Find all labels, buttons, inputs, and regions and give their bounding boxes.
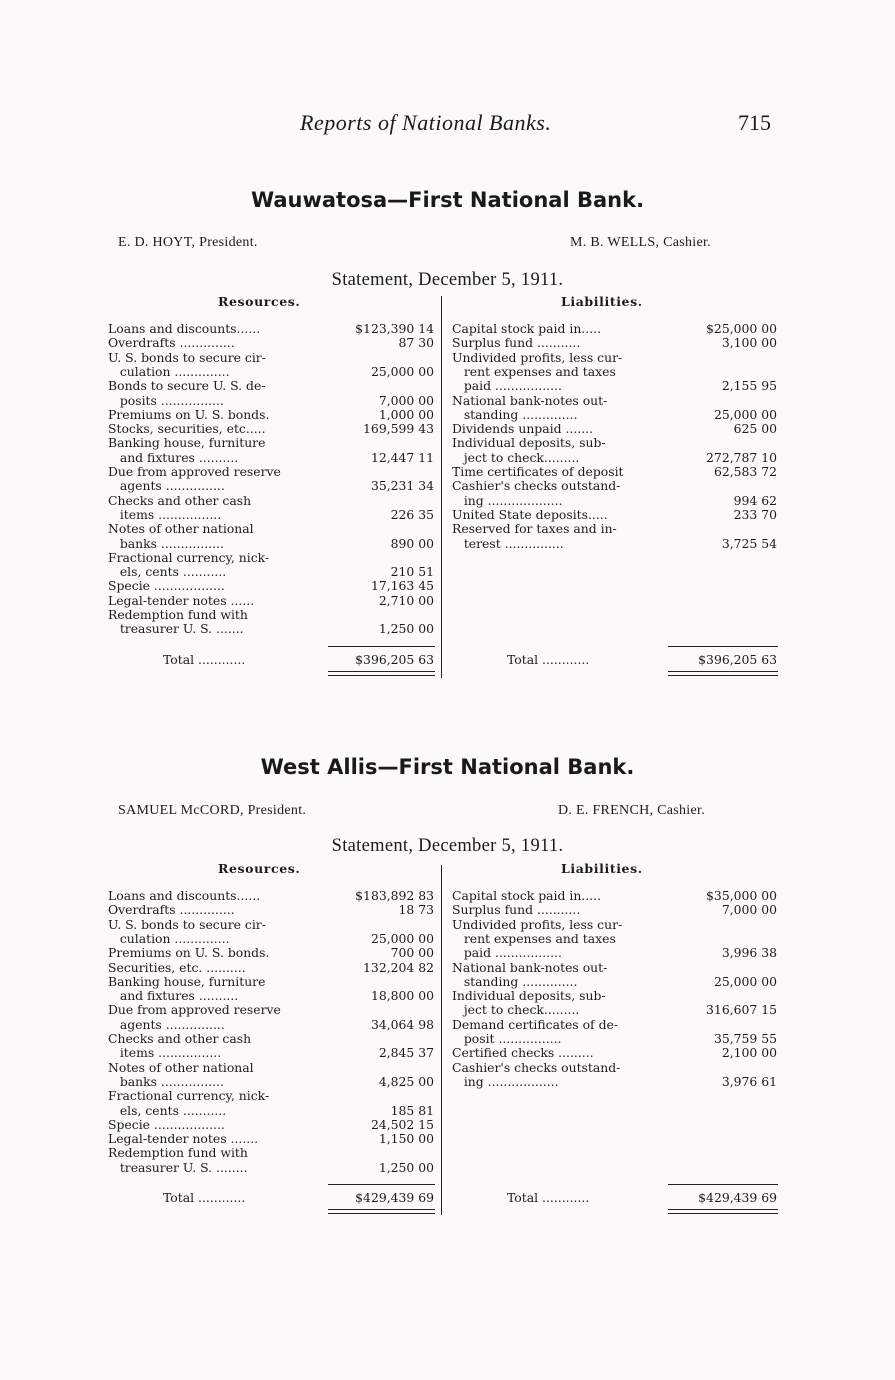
ledger-label: Premiums on U. S. bonds. (108, 406, 270, 422)
resources-total-label: Total ............ (163, 652, 246, 667)
ledger-label: Overdrafts .............. (108, 902, 235, 918)
ledger-label: standing .............. (452, 973, 578, 989)
ledger-label: banks ................ (108, 1073, 224, 1089)
running-header: Reports of National Banks. (300, 110, 552, 135)
ledger-label: agents ............... (108, 478, 225, 494)
subtotal-rule (668, 646, 778, 647)
liabilities-heading: Liabilities. (561, 294, 643, 309)
ledger-value: 3,996 38 (721, 945, 777, 961)
page-number: 715 (738, 110, 771, 135)
ledger-value: 2,155 95 (721, 378, 777, 394)
resources-total: $429,439 69 (355, 1190, 434, 1205)
ledger-value: 7,000 00 (378, 392, 434, 408)
ledger-value: 210 51 (390, 564, 434, 580)
ledger-value: 3,976 61 (721, 1073, 777, 1089)
ledger-label: posits ................ (108, 392, 224, 408)
ledger-label: and fixtures .......... (108, 988, 239, 1004)
total-double-rule (328, 671, 435, 676)
subtotal-rule (328, 1184, 435, 1185)
statement-date: Statement, December 5, 1911. (331, 270, 564, 290)
ledger-value: 18 73 (398, 902, 434, 918)
total-double-rule (668, 1209, 778, 1214)
ledger-label: United State deposits..... (452, 506, 608, 522)
ledger-value: 169,599 43 (363, 421, 434, 437)
ledger-value: 185 81 (390, 1102, 434, 1118)
ledger-label: Legal-tender notes ...... (108, 592, 255, 608)
ledger-label: Fractional currency, nick- (108, 1088, 270, 1104)
ledger-label: Loans and discounts...... (108, 888, 261, 903)
ledger-value: 994 62 (733, 492, 777, 508)
column-divider (441, 865, 442, 1215)
ledger-label: Reserved for taxes and in- (452, 521, 617, 537)
ledger-label: Time certificates of deposit (452, 464, 624, 479)
ledger-label: Redemption fund with (108, 607, 248, 622)
ledger-label: Surplus fund ........... (452, 335, 581, 351)
ledger-label: treasurer U. S. ........ (108, 1159, 248, 1175)
ledger-value: 62,583 72 (713, 464, 777, 479)
ledger-label: paid ................. (452, 945, 562, 961)
ledger-value: $183,892 83 (355, 888, 434, 903)
ledger-value: $25,000 00 (706, 321, 777, 336)
ledger-label: els, cents ........... (108, 564, 227, 580)
bank-title: West Allis—First National Bank. (260, 755, 635, 779)
ledger-label: items ................ (108, 1045, 222, 1061)
ledger-label: standing .............. (452, 406, 578, 422)
resources-total-label: Total ............ (163, 1190, 246, 1205)
ledger-value: 87 30 (398, 335, 434, 351)
ledger-value: 35,231 34 (370, 478, 434, 494)
ledger-label: Banking house, furniture (108, 973, 266, 989)
ledger-label: ject to check......... (452, 449, 580, 465)
ledger-label: Banking house, furniture (108, 435, 266, 451)
ledger-value: 24,502 15 (370, 1116, 434, 1132)
ledger-value: 1,250 00 (378, 621, 434, 637)
ledger-label: Bonds to secure U. S. de- (108, 378, 266, 394)
ledger-value: 34,064 98 (370, 1016, 434, 1032)
liabilities-total-label: Total ............ (507, 1190, 590, 1205)
total-double-rule (668, 671, 778, 676)
ledger-label: ject to check......... (452, 1002, 580, 1018)
ledger-label: agents ............... (108, 1016, 225, 1032)
ledger-value: 272,787 10 (706, 449, 777, 465)
ledger-label: Specie .................. (108, 1116, 225, 1132)
ledger-label: ing ................... (452, 492, 563, 508)
ledger-label: Surplus fund ........... (452, 902, 581, 918)
ledger-label: treasurer U. S. ....... (108, 621, 244, 637)
ledger-label: Cashier's checks outstand- (452, 1059, 621, 1075)
ledger-value: 233 70 (733, 506, 777, 522)
ledger-label: posit ................ (452, 1031, 562, 1046)
ledger-label: Capital stock paid in..... (452, 888, 602, 903)
ledger-value: 25,000 00 (370, 363, 434, 379)
resources-heading: Resources. (218, 294, 301, 309)
ledger-label: culation .............. (108, 930, 230, 946)
ledger-value: $35,000 00 (706, 888, 777, 903)
ledger-value: 18,800 00 (370, 988, 434, 1004)
subtotal-rule (328, 646, 435, 647)
ledger-label: els, cents ........... (108, 1102, 227, 1118)
ledger-value: 2,100 00 (721, 1045, 777, 1061)
ledger-label: Undivided profits, less cur- (452, 349, 623, 365)
ledger-label: Due from approved reserve (108, 464, 281, 479)
ledger-value: 1,250 00 (378, 1159, 434, 1175)
ledger-label: Demand certificates of de- (452, 1016, 619, 1032)
ledger-value: 700 00 (390, 945, 434, 961)
cashier-name: D. E. FRENCH, Cashier. (558, 803, 705, 818)
ledger-label: rent expenses and taxes (452, 363, 616, 379)
ledger-value: 25,000 00 (713, 973, 777, 989)
ledger-value: 3,725 54 (721, 535, 777, 551)
ledger-label: Securities, etc. .......... (108, 959, 246, 975)
statement-date: Statement, December 5, 1911. (331, 836, 564, 856)
ledger-value: 4,825 00 (378, 1073, 434, 1089)
ledger-value: 2,710 00 (378, 592, 434, 608)
ledger-label: Due from approved reserve (108, 1002, 281, 1018)
ledger-label: Redemption fund with (108, 1145, 248, 1161)
ledger-label: U. S. bonds to secure cir- (108, 349, 266, 365)
resources-heading: Resources. (218, 861, 301, 876)
ledger-value: 2,845 37 (378, 1045, 434, 1061)
ledger-label: Overdrafts .............. (108, 335, 235, 351)
ledger-value: 1,150 00 (378, 1131, 434, 1147)
ledger-label: and fixtures .......... (108, 449, 239, 465)
ledger-value: 12,447 11 (370, 449, 434, 465)
ledger-label: National bank-notes out- (452, 959, 608, 975)
ledger-label: Checks and other cash (108, 492, 252, 508)
ledger-label: Premiums on U. S. bonds. (108, 945, 270, 961)
ledger-label: rent expenses and taxes (452, 930, 616, 946)
ledger-label: culation .............. (108, 363, 230, 379)
liabilities-total-label: Total ............ (507, 652, 590, 667)
ledger-value: $123,390 14 (355, 321, 434, 336)
ledger-label: Dividends unpaid ....... (452, 421, 594, 437)
ledger-value: 132,204 82 (363, 959, 434, 975)
ledger-label: Capital stock paid in..... (452, 321, 602, 336)
ledger-label: banks ................ (108, 535, 224, 551)
ledger-label: items ................ (108, 506, 222, 522)
ledger-label: Stocks, securities, etc..... (108, 421, 266, 437)
ledger-label: Individual deposits, sub- (452, 435, 606, 451)
ledger-label: Certified checks ......... (452, 1045, 594, 1061)
liabilities-heading: Liabilities. (561, 861, 643, 876)
ledger-label: Loans and discounts...... (108, 321, 261, 336)
subtotal-rule (668, 1184, 778, 1185)
ledger-value: 7,000 00 (721, 902, 777, 918)
bank-title: Wauwatosa—First National Bank. (250, 188, 645, 212)
president-name: E. D. HOYT, President. (118, 235, 258, 250)
liabilities-total: $396,205 63 (698, 652, 777, 667)
ledger-label: Specie .................. (108, 578, 225, 594)
ledger-label: Notes of other national (108, 521, 254, 537)
ledger-label: Legal-tender notes ....... (108, 1131, 259, 1147)
ledger-value: 890 00 (390, 535, 434, 551)
ledger-value: 35,759 55 (713, 1031, 777, 1046)
ledger-value: 25,000 00 (370, 930, 434, 946)
ledger-value: 25,000 00 (713, 406, 777, 422)
ledger-label: terest ............... (452, 535, 564, 551)
resources-total: $396,205 63 (355, 652, 434, 667)
ledger-label: paid ................. (452, 378, 562, 394)
ledger-label: National bank-notes out- (452, 392, 608, 408)
ledger-label: Cashier's checks outstand- (452, 478, 621, 494)
ledger-value: 17,163 45 (370, 578, 434, 594)
ledger-value: 226 35 (390, 506, 434, 522)
ledger-value: 1,000 00 (378, 406, 434, 422)
ledger-value: 625 00 (733, 421, 777, 437)
column-divider (441, 296, 442, 678)
liabilities-total: $429,439 69 (698, 1190, 777, 1205)
ledger-label: Fractional currency, nick- (108, 549, 270, 565)
total-double-rule (328, 1209, 435, 1214)
ledger-label: Checks and other cash (108, 1031, 252, 1046)
ledger-value: 3,100 00 (721, 335, 777, 351)
ledger-label: Notes of other national (108, 1059, 254, 1075)
ledger-label: Undivided profits, less cur- (452, 916, 623, 932)
ledger-value: 316,607 15 (706, 1002, 777, 1018)
cashier-name: M. B. WELLS, Cashier. (570, 235, 711, 250)
ledger-label: ing .................. (452, 1073, 559, 1089)
ledger-label: Individual deposits, sub- (452, 988, 606, 1004)
ledger-label: U. S. bonds to secure cir- (108, 916, 266, 932)
president-name: SAMUEL McCORD, President. (118, 803, 307, 818)
